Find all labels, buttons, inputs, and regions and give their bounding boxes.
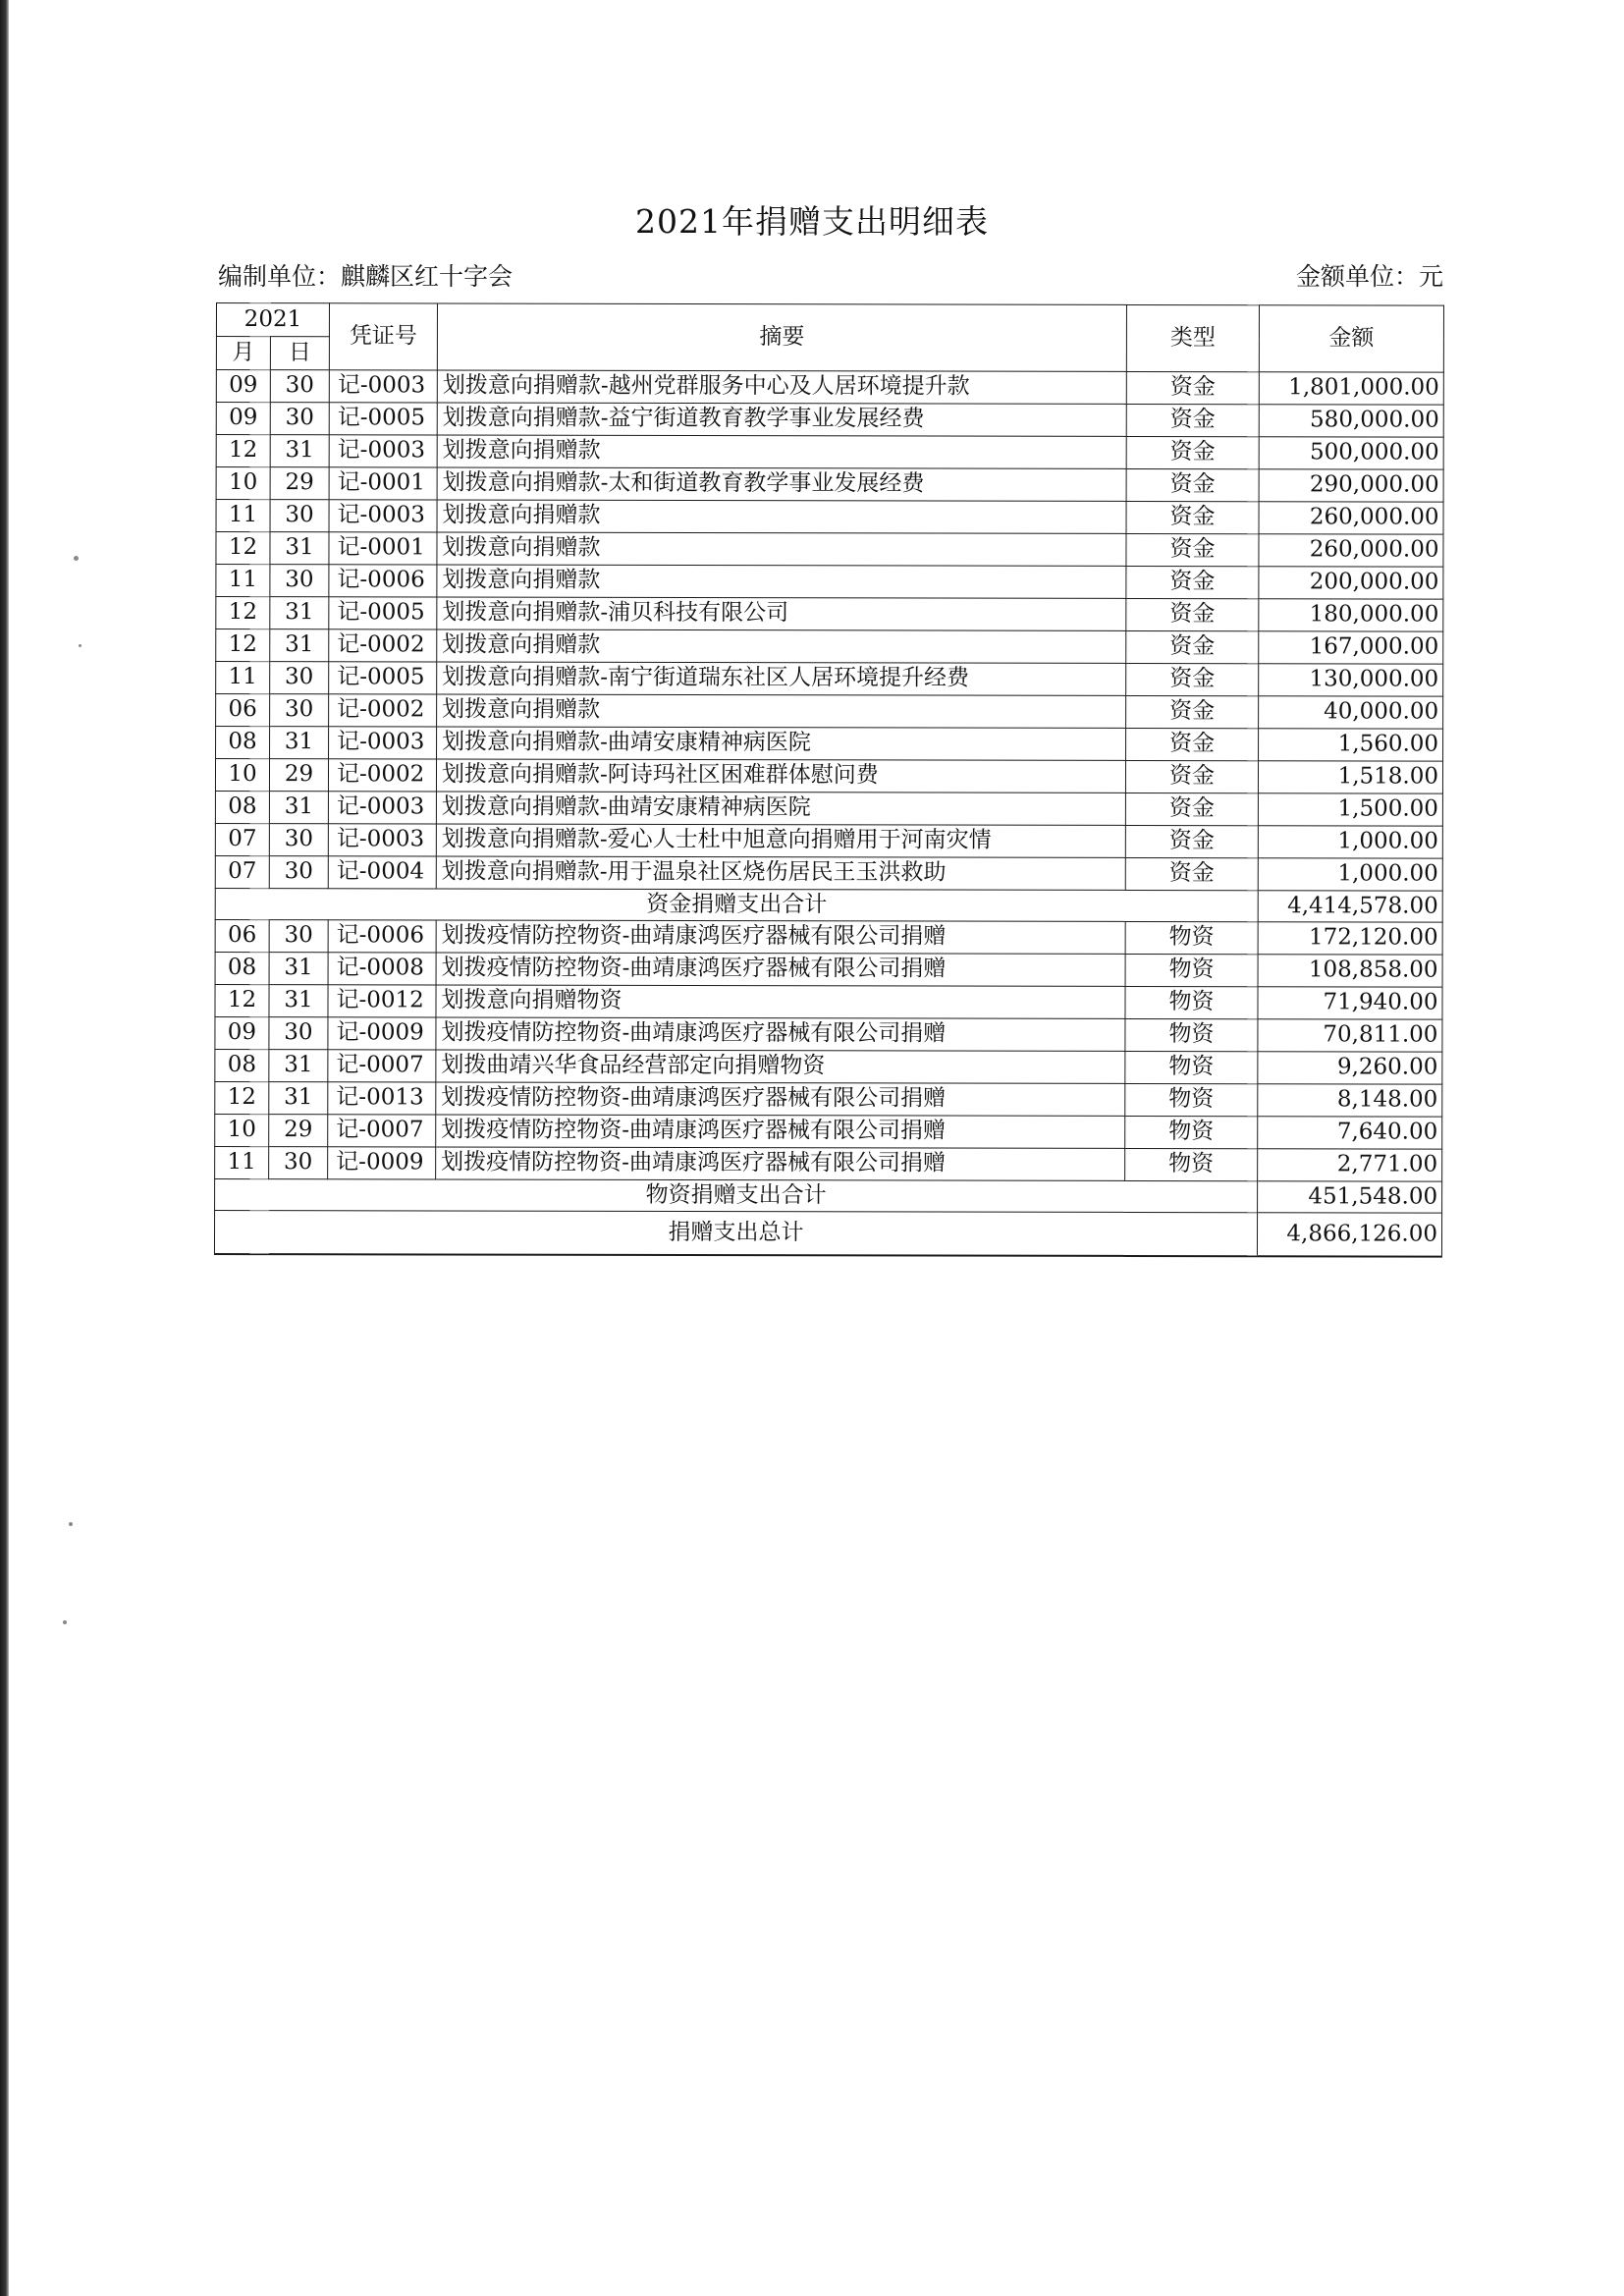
cell-voucher: 记-0008	[328, 953, 436, 985]
cell-type: 资金	[1126, 501, 1259, 533]
cell-type: 物资	[1125, 1148, 1258, 1180]
cell-month: 11	[216, 565, 270, 597]
table-row	[216, 662, 1443, 697]
table-row	[216, 435, 1443, 470]
scan-left-edge	[0, 0, 9, 2296]
cell-type: 资金	[1125, 760, 1258, 793]
cell-summary: 划拨意向捐赠物资	[436, 985, 1125, 1018]
cell-type: 资金	[1125, 793, 1258, 825]
scan-speck	[79, 644, 81, 647]
cell-voucher: 记-0002	[329, 694, 437, 727]
table-row	[215, 759, 1442, 794]
cell-voucher: 记-0003	[328, 792, 436, 824]
cell-voucher: 记-0005	[329, 597, 437, 629]
material-rows	[215, 919, 1443, 1181]
cell-voucher: 记-0001	[329, 467, 437, 500]
cell-month: 11	[215, 1146, 269, 1178]
cell-voucher: 记-0004	[328, 856, 436, 889]
header-row	[216, 303, 1443, 340]
cell-month: 10	[215, 1114, 269, 1146]
cell-type: 资金	[1126, 728, 1259, 760]
cell-amount: 40,000.00	[1259, 696, 1443, 729]
cell-type: 资金	[1126, 630, 1259, 663]
header-month: 月	[216, 337, 270, 370]
table-row	[215, 791, 1442, 826]
cell-voucher: 记-0007	[328, 1050, 436, 1082]
table-row	[216, 370, 1443, 406]
cell-month: 09	[216, 370, 270, 403]
cell-month: 12	[215, 984, 269, 1016]
table-row	[215, 919, 1442, 955]
table-row	[216, 500, 1443, 535]
cell-voucher: 记-0005	[329, 403, 437, 435]
cell-type: 资金	[1126, 468, 1259, 501]
fund-subtotal-row	[215, 888, 1442, 922]
cell-summary: 划拨疫情防控物资-曲靖康鸿医疗器械有限公司捐赠	[436, 1147, 1125, 1180]
cell-day: 30	[269, 1147, 328, 1179]
cell-summary: 划拨意向捐赠款-爱心人士杜中旭意向捐赠用于河南灾情	[436, 824, 1125, 857]
fund-rows	[215, 370, 1443, 892]
cell-voucher: 记-0007	[328, 1115, 436, 1147]
cell-day: 29	[269, 1115, 328, 1147]
cell-day: 30	[269, 920, 328, 953]
cell-type: 资金	[1126, 436, 1259, 468]
cell-type: 资金	[1125, 857, 1258, 890]
cell-month: 12	[216, 629, 270, 662]
cell-day: 30	[269, 824, 328, 856]
cell-day: 30	[269, 856, 328, 889]
cell-amount: 71,940.00	[1258, 987, 1442, 1019]
cell-amount: 290,000.00	[1259, 469, 1443, 502]
cell-amount: 1,000.00	[1258, 826, 1442, 858]
cell-voucher: 记-0001	[329, 532, 437, 565]
cell-day: 31	[270, 532, 329, 565]
cell-voucher: 记-0009	[328, 1147, 436, 1179]
unit-label: 金额单位：元	[1295, 262, 1443, 291]
cell-amount: 8,148.00	[1258, 1084, 1442, 1117]
cell-day: 29	[270, 467, 329, 500]
cell-day: 30	[270, 565, 329, 597]
header-voucher: 凭证号	[329, 303, 437, 370]
cell-summary: 划拨意向捐赠款	[437, 694, 1126, 728]
cell-summary: 划拨意向捐赠款	[437, 435, 1126, 468]
table-row	[216, 694, 1443, 730]
cell-summary: 划拨意向捐赠款-越州党群服务中心及人居环境提升款	[437, 370, 1126, 404]
cell-summary: 划拨意向捐赠款	[437, 565, 1126, 598]
cell-voucher: 记-0002	[328, 759, 436, 792]
scan-speck	[74, 556, 79, 561]
cell-type: 资金	[1126, 566, 1259, 598]
cell-summary: 划拨疫情防控物资-曲靖康鸿医疗器械有限公司捐赠	[436, 1115, 1125, 1148]
scan-speck	[69, 1522, 73, 1526]
table-row	[215, 984, 1442, 1019]
cell-type: 资金	[1125, 825, 1258, 857]
cell-month: 07	[215, 823, 269, 855]
cell-amount: 580,000.00	[1259, 405, 1443, 437]
cell-amount: 2,771.00	[1258, 1149, 1442, 1181]
cell-day: 31	[270, 597, 329, 629]
cell-summary: 划拨意向捐赠款-阿诗玛社区困难群体慰问费	[436, 759, 1125, 793]
cell-summary: 划拨意向捐赠款-浦贝科技有限公司	[437, 597, 1126, 630]
cell-day: 30	[270, 694, 329, 727]
cell-month: 09	[216, 403, 270, 435]
cell-day: 30	[270, 662, 329, 694]
table-row	[215, 1016, 1442, 1052]
cell-summary: 划拨疫情防控物资-曲靖康鸿医疗器械有限公司捐赠	[436, 920, 1125, 954]
cell-amount: 180,000.00	[1259, 599, 1443, 631]
cell-day: 31	[270, 629, 329, 662]
grand-total-amount: 4,866,126.00	[1257, 1213, 1441, 1256]
fund-subtotal-amount: 4,414,578.00	[1258, 891, 1442, 922]
cell-summary: 划拨疫情防控物资-曲靖康鸿医疗器械有限公司捐赠	[436, 953, 1125, 986]
cell-amount: 260,000.00	[1259, 534, 1443, 567]
cell-day: 31	[270, 727, 329, 759]
cell-summary: 划拨意向捐赠款-南宁街道瑞东社区人居环境提升经费	[437, 662, 1126, 695]
cell-summary: 划拨意向捐赠款	[437, 629, 1126, 663]
cell-type: 资金	[1126, 663, 1259, 695]
cell-voucher: 记-0006	[328, 920, 436, 953]
cell-month: 06	[215, 919, 269, 952]
cell-amount: 70,811.00	[1258, 1019, 1442, 1052]
donation-expense-table	[214, 302, 1444, 1257]
cell-month: 08	[215, 1049, 269, 1081]
cell-voucher: 记-0003	[329, 727, 437, 759]
header-summary: 摘要	[437, 303, 1126, 371]
cell-type: 物资	[1125, 986, 1258, 1018]
cell-summary: 划拨意向捐赠款-太和街道教育教学事业发展经费	[437, 467, 1126, 501]
cell-month: 10	[215, 759, 269, 792]
cell-amount: 1,000.00	[1258, 858, 1442, 891]
cell-day: 31	[270, 435, 329, 467]
table-row	[216, 629, 1443, 665]
cell-voucher: 记-0012	[328, 985, 436, 1017]
cell-amount: 200,000.00	[1259, 567, 1443, 599]
table-row	[216, 597, 1443, 632]
cell-type: 资金	[1126, 404, 1259, 436]
cell-type: 资金	[1126, 533, 1259, 566]
cell-type: 物资	[1125, 954, 1258, 986]
compiler-label: 编制单位：麒麟区红十字会	[218, 262, 514, 291]
cell-month: 12	[216, 532, 270, 565]
cell-type: 物资	[1125, 921, 1258, 954]
table-row	[215, 823, 1442, 858]
cell-day: 31	[269, 1082, 328, 1115]
table-row	[215, 855, 1442, 891]
cell-summary: 划拨意向捐赠款	[437, 500, 1126, 533]
cell-summary: 划拨意向捐赠款	[437, 532, 1126, 566]
cell-month: 12	[216, 435, 270, 467]
cell-amount: 7,640.00	[1258, 1117, 1442, 1149]
cell-type: 物资	[1125, 1018, 1258, 1051]
cell-summary: 划拨疫情防控物资-曲靖康鸿医疗器械有限公司捐赠	[436, 1017, 1125, 1051]
header-amount: 金额	[1259, 305, 1443, 372]
cell-day: 31	[269, 1050, 328, 1082]
cell-month: 11	[216, 500, 270, 532]
cell-day: 31	[269, 985, 328, 1017]
table-row	[216, 532, 1443, 568]
cell-voucher: 记-0003	[329, 435, 437, 467]
table-row	[216, 403, 1443, 438]
cell-day: 30	[270, 403, 329, 435]
header-day: 日	[270, 337, 329, 370]
cell-type: 物资	[1125, 1083, 1258, 1116]
header-type: 类型	[1126, 304, 1259, 371]
cell-voucher: 记-0013	[328, 1082, 436, 1115]
document-title: 2021年捐赠支出明细表	[635, 202, 989, 241]
cell-day: 31	[269, 953, 328, 985]
cell-day: 31	[269, 792, 328, 824]
cell-amount: 108,858.00	[1258, 955, 1442, 987]
table-row	[215, 1081, 1442, 1117]
cell-amount: 260,000.00	[1259, 502, 1443, 534]
cell-amount: 167,000.00	[1259, 631, 1443, 664]
table-row	[215, 952, 1442, 987]
totals-section	[214, 1178, 1441, 1256]
cell-month: 11	[216, 662, 270, 694]
cell-amount: 500,000.00	[1259, 437, 1443, 469]
cell-amount: 9,260.00	[1258, 1052, 1442, 1084]
cell-type: 物资	[1125, 1116, 1258, 1148]
cell-amount: 1,500.00	[1258, 793, 1442, 826]
cell-type: 资金	[1126, 598, 1259, 630]
cell-summary: 划拨曲靖兴华食品经营部定向捐赠物资	[436, 1050, 1125, 1083]
cell-month: 12	[215, 1081, 269, 1114]
cell-month: 08	[215, 791, 269, 823]
table-row	[216, 467, 1443, 503]
table-row	[216, 727, 1443, 762]
cell-amount: 1,560.00	[1259, 729, 1443, 761]
header-year: 2021	[216, 303, 329, 337]
fund-subtotal-section	[215, 888, 1442, 922]
cell-day: 30	[270, 500, 329, 532]
cell-summary: 划拨意向捐赠款-益宁街道教育教学事业发展经费	[437, 403, 1126, 436]
table-row	[215, 1146, 1442, 1181]
cell-voucher: 记-0003	[328, 824, 436, 856]
cell-voucher: 记-0006	[329, 565, 437, 597]
cell-voucher: 记-0002	[329, 629, 437, 662]
table-row	[215, 1114, 1442, 1149]
cell-amount: 130,000.00	[1259, 664, 1443, 696]
cell-amount: 172,120.00	[1258, 922, 1442, 955]
cell-month: 08	[215, 952, 269, 984]
cell-day: 30	[269, 1017, 328, 1050]
grand-total-label: 捐赠支出总计	[214, 1210, 1257, 1255]
cell-month: 08	[216, 727, 270, 759]
cell-amount: 1,801,000.00	[1259, 372, 1443, 405]
cell-month: 09	[215, 1016, 269, 1049]
cell-summary: 划拨意向捐赠款-曲靖安康精神病医院	[436, 792, 1125, 825]
cell-summary: 划拨意向捐赠款-曲靖安康精神病医院	[437, 727, 1126, 760]
material-subtotal-row	[215, 1178, 1442, 1213]
grand-total-row	[214, 1210, 1441, 1256]
table-row	[215, 1049, 1442, 1084]
cell-month: 06	[216, 694, 270, 727]
cell-month: 10	[216, 467, 270, 500]
table-row	[216, 565, 1443, 600]
cell-month: 07	[215, 855, 269, 888]
cell-type: 物资	[1125, 1051, 1258, 1083]
cell-summary: 划拨意向捐赠款-用于温泉社区烧伤居民王玉洪救助	[436, 856, 1125, 890]
cell-day: 29	[269, 759, 328, 792]
material-subtotal-amount: 451,548.00	[1258, 1181, 1442, 1213]
cell-voucher: 记-0009	[328, 1017, 436, 1050]
cell-voucher: 记-0003	[329, 370, 437, 403]
material-subtotal-label: 物资捐赠支出合计	[215, 1178, 1258, 1212]
cell-type: 资金	[1126, 695, 1259, 728]
fund-subtotal-label: 资金捐赠支出合计	[215, 888, 1258, 921]
cell-voucher: 记-0005	[329, 662, 437, 694]
cell-type: 资金	[1126, 371, 1259, 404]
cell-summary: 划拨疫情防控物资-曲靖康鸿医疗器械有限公司捐赠	[436, 1082, 1125, 1116]
cell-amount: 1,518.00	[1258, 761, 1442, 793]
cell-voucher: 记-0003	[329, 500, 437, 532]
scan-speck	[63, 1620, 67, 1624]
cell-month: 12	[216, 597, 270, 629]
cell-day: 30	[270, 370, 329, 403]
